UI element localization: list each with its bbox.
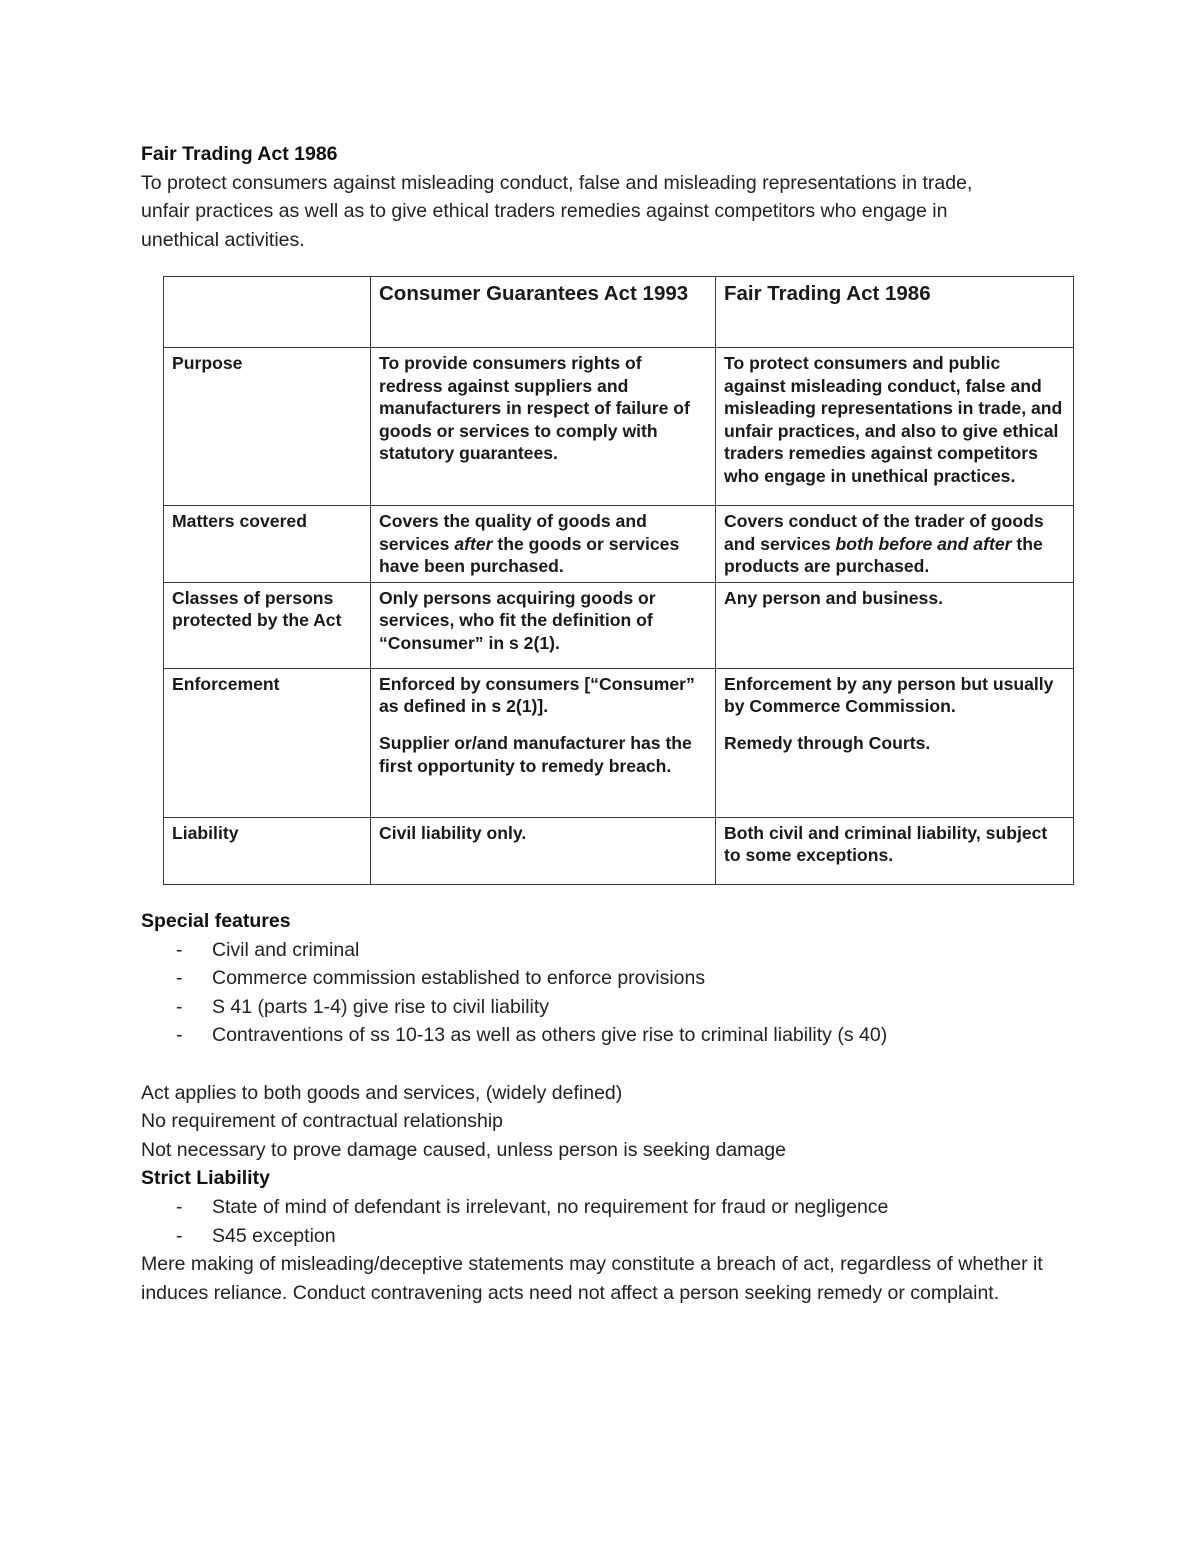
table-header-cell — [164, 277, 371, 348]
special-features-list — [141, 936, 1071, 1050]
cell-text — [724, 510, 1065, 578]
cga-cell — [371, 817, 716, 884]
special-features-title: Special features — [141, 910, 291, 932]
cell-text: To provide consumers rights of redress against suppliers and manufacturers in respect of failure of goods or services to comply with statutory guarantees. — [379, 353, 690, 464]
cell-text: Supplier or/and manufacturer has the first opportunity to remedy breach. — [379, 732, 692, 776]
list-item-text: Civil and criminal — [212, 938, 360, 961]
table-row — [164, 506, 1074, 583]
list-item — [141, 1021, 1071, 1050]
bullet-dash: - — [176, 1224, 183, 1247]
list-item — [141, 1222, 1071, 1251]
row-label: Matters covered — [164, 506, 371, 583]
bullet-dash: - — [176, 1195, 183, 1218]
fta-cell — [716, 582, 1074, 668]
bullet-dash: - — [176, 967, 183, 990]
row-label: Purpose — [164, 348, 371, 506]
note-line: Not necessary to prove damage caused, unless person is seeking damage — [141, 1138, 786, 1161]
cell-text: Enforcement by any person but usually by Commerce Commission. — [724, 673, 1054, 717]
closing-paragraph: Mere making of misleading/deceptive statements may constitute a breach of act, regardless of whether it induces reliance. Conduct contravening acts need not affect a person seeking remedy or complaint. — [141, 1253, 1043, 1304]
fta-cell — [716, 668, 1074, 817]
list-item-text: Contraventions of ss 10-13 as well as others give rise to criminal liability (s 40) — [212, 1024, 888, 1047]
fta-cell — [716, 817, 1074, 884]
fta-cell — [716, 348, 1074, 506]
bullet-dash: - — [176, 1024, 183, 1047]
text-run: Covers conduct of the trader of goods and services — [724, 511, 1044, 554]
table-header-cell: Fair Trading Act 1986 — [716, 277, 1074, 348]
intro-body: To protect consumers against misleading conduct, false and misleading representations in trade, unfair practices as well as to give ethical traders remedies against competitors who engage in unethical activities. — [141, 171, 973, 251]
strict-liability-title: Strict Liability — [141, 1167, 270, 1190]
text-run: the products are purchased. — [724, 533, 1043, 577]
list-item — [141, 936, 1071, 965]
text-run: the goods or services have been purchased. — [379, 533, 680, 577]
emphasis-text: both before and after — [835, 533, 1012, 554]
list-item — [141, 993, 1071, 1022]
list-item — [141, 1193, 1071, 1222]
emphasis-text: after — [454, 533, 493, 554]
intro-title: Fair Trading Act 1986 — [141, 143, 338, 165]
bullet-dash: - — [176, 995, 183, 1018]
table-header-cell: Consumer Guarantees Act 1993 — [371, 277, 716, 348]
table-row — [164, 668, 1074, 817]
comparison-table — [163, 276, 1074, 885]
strict-liability-list — [141, 1193, 1071, 1250]
list-item-text: Commerce commission established to enforce provisions — [212, 967, 706, 990]
cell-text: Both civil and criminal liability, subject to some exceptions. — [724, 822, 1048, 866]
bullet-dash: - — [176, 938, 183, 961]
fta-cell — [716, 506, 1074, 583]
row-label: Classes of persons protected by the Act — [164, 582, 371, 668]
cga-cell — [371, 348, 716, 506]
list-item-text: S45 exception — [212, 1224, 336, 1247]
table-row — [164, 582, 1074, 668]
cell-text: Civil liability only. — [379, 822, 527, 843]
cell-text: Enforced by consumers [“Consumer” as defined in s 2(1)]. — [379, 673, 695, 717]
cga-cell — [371, 668, 716, 817]
row-label: Enforcement — [164, 668, 371, 817]
cell-text: To protect consumers and public against misleading conduct, false and misleading representations in trade, and unfair practices, and also to give ethical traders remedies against competitors who engage in unethical practices. — [724, 353, 1063, 486]
note-line: No requirement of contractual relationship — [141, 1110, 504, 1133]
table-header-row — [164, 277, 1074, 348]
cga-cell — [371, 506, 716, 583]
note-line: Act applies to both goods and services, (widely defined) — [141, 1081, 623, 1104]
table-row — [164, 817, 1074, 884]
spacer — [141, 1050, 1071, 1079]
notes-section — [141, 907, 1071, 1307]
list-item — [141, 964, 1071, 993]
cga-cell — [371, 582, 716, 668]
cell-text — [379, 510, 707, 578]
cell-text: Any person and business. — [724, 587, 943, 608]
intro-section — [141, 140, 1071, 254]
list-item-text: S 41 (parts 1-4) give rise to civil liability — [212, 995, 550, 1018]
cell-text: Remedy through Courts. — [724, 732, 931, 753]
row-label: Liability — [164, 817, 371, 884]
list-item-text: State of mind of defendant is irrelevant, no requirement for fraud or negligence — [212, 1195, 889, 1218]
cell-text: Only persons acquiring goods or services, who fit the definition of “Consumer” in s 2(1). — [379, 587, 656, 653]
table-row — [164, 348, 1074, 506]
text-run: Covers the quality of goods and services — [379, 511, 647, 554]
